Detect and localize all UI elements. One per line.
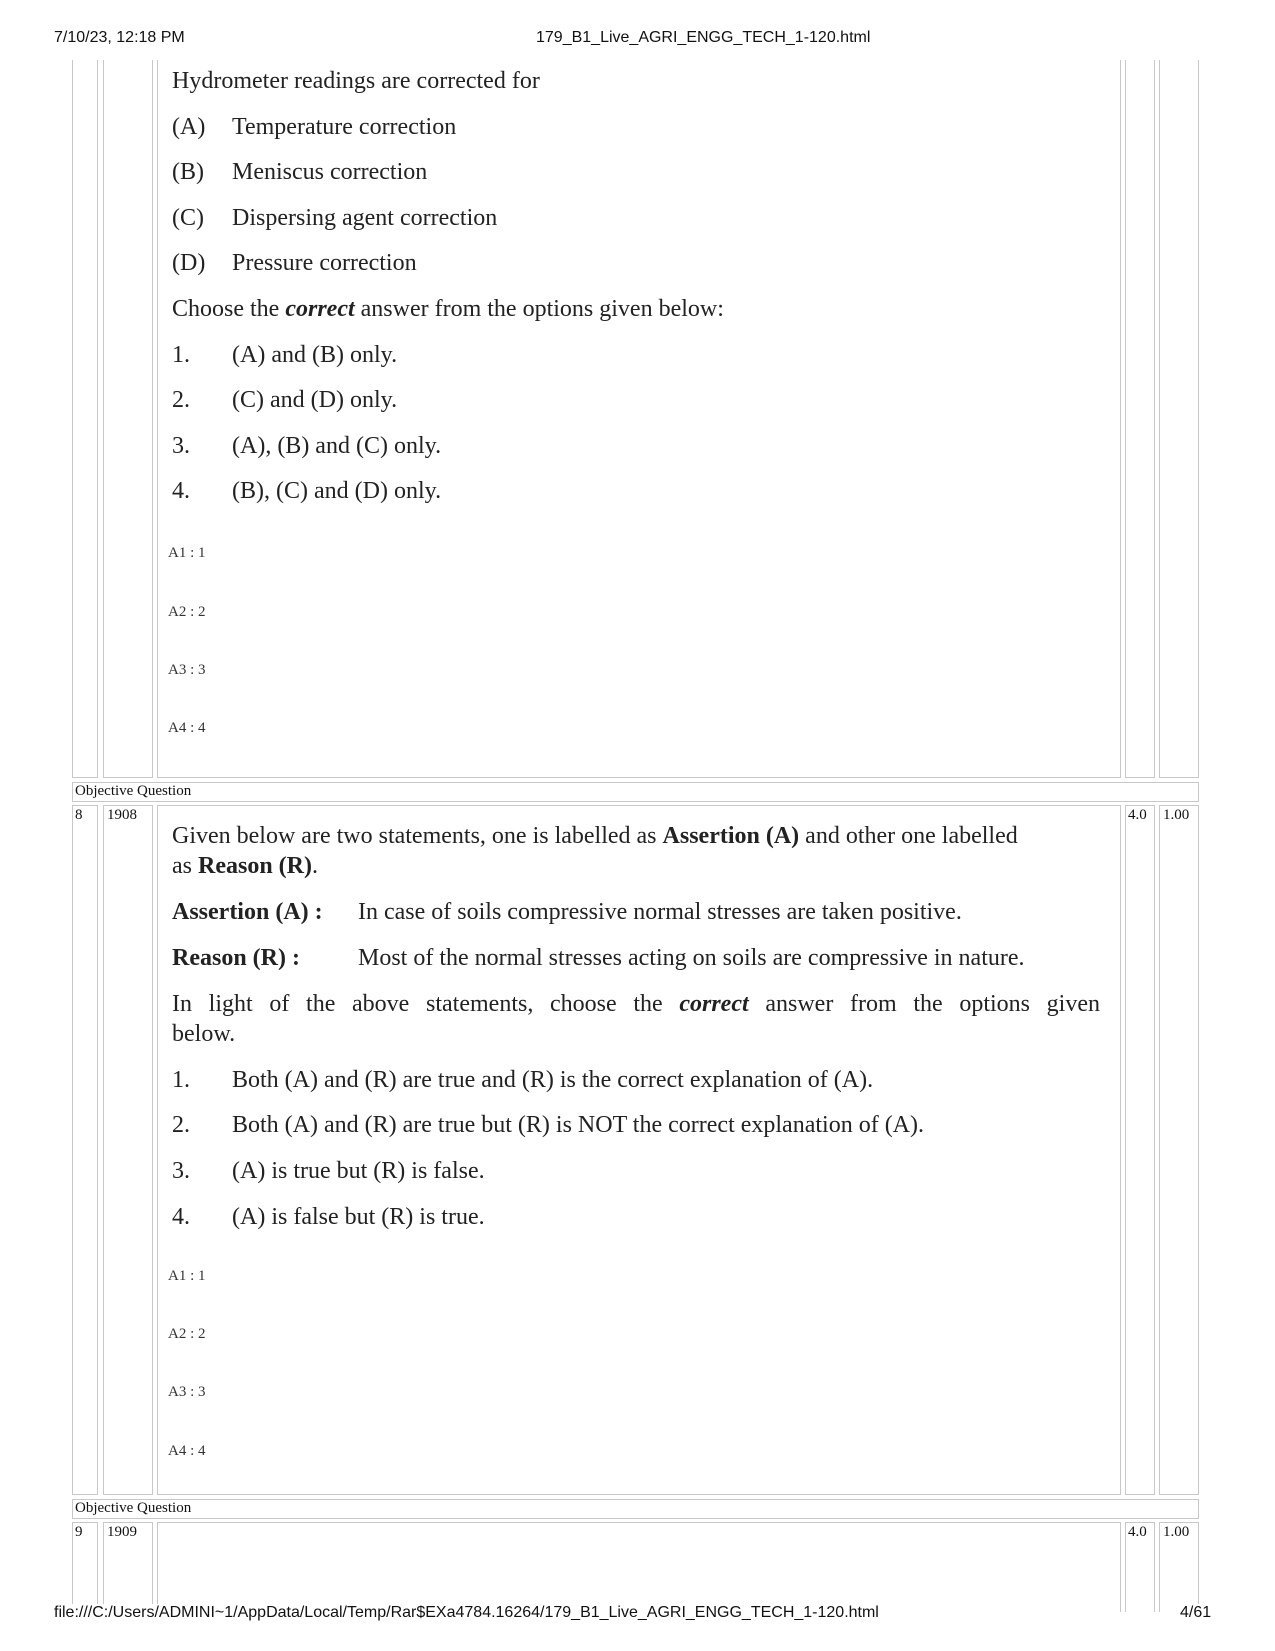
item-text: Pressure correction [232,250,417,276]
negative-marks: 1.00 [1163,807,1190,823]
option-text: Both (A) and (R) are true and (R) is the correct explanation of (A). [232,1067,874,1093]
print-filename: 179_B1_Live_AGRI_ENGG_TECH_1-120.html [536,29,871,46]
q8-instruction-line-2: below. [172,1021,236,1047]
item-label: (A) [172,114,206,140]
q7-answer-3: A3 : 3 [168,662,206,678]
option-label: 2. [172,387,190,413]
reason-label: Reason (R) : [172,945,300,971]
option-label: 3. [172,433,190,459]
q9-sno-cell [72,1522,98,1612]
option-label: 1. [172,1067,190,1093]
page-number: 4/61 [1180,1604,1212,1621]
q7-stem: Hydrometer readings are corrected for [172,68,540,94]
q8-answer-3: A3 : 3 [168,1384,206,1400]
q8-answer-4: A4 : 4 [168,1443,206,1459]
item-label: (D) [172,250,206,276]
option-text: (A) is false but (R) is true. [232,1204,485,1230]
q9-qid-cell [103,1522,153,1612]
option-text: (B), (C) and (D) only. [232,478,442,504]
option-text: (A) is true but (R) is false. [232,1158,485,1184]
q8-reason [172,945,1025,972]
q8-answer-2: A2 : 2 [168,1326,206,1342]
item-text: Temperature correction [232,114,457,140]
reason-text: Most of the normal stresses acting on soils are compressive in nature. [358,945,1025,971]
q8-instruction-line-1: In light of the above statements, choose the correct answer from the options given [172,991,1101,1017]
item-label: (C) [172,205,204,231]
q8-intro-line-1: Given below are two statements, one is labelled as Assertion (A) and other one labelled [172,823,1018,849]
question-marks: 4.0 [1128,807,1147,823]
question-marks: 4.0 [1128,1524,1147,1540]
option-label: 4. [172,478,190,504]
q7-choose-instruction: Choose the correct answer from the options given below: [172,296,724,322]
q9-marks-cell [1125,1522,1155,1612]
option-label: 3. [172,1158,190,1184]
print-datetime: 7/10/23, 12:18 PM [54,29,185,46]
assertion-label: Assertion (A) : [172,899,323,925]
q7-sno-cell [72,60,98,778]
q8-marks-cell [1125,805,1155,1495]
question-id: 1909 [107,1524,137,1540]
q8-answer-1: A1 : 1 [168,1268,206,1284]
q7-answer-1: A1 : 1 [168,545,206,561]
assertion-text: In case of soils compressive normal stresses are taken positive. [358,899,962,925]
option-label: 1. [172,342,190,368]
negative-marks: 1.00 [1163,1524,1190,1540]
q9-content-cell [157,1522,1121,1612]
section-label-objective-question: Objective Question [72,782,1199,802]
question-serial-number: 9 [75,1524,83,1540]
q8-neg-cell [1159,805,1199,1495]
q9-neg-cell [1159,1522,1199,1612]
option-label: 4. [172,1204,190,1230]
option-text: Both (A) and (R) are true but (R) is NOT the correct explanation of (A). [232,1112,925,1138]
print-file-path: file:///C:/Users/ADMINI~1/AppData/Local/Temp/Rar$EXa4784.16264/179_B1_Live_AGRI_ENGG_TECH_1-120.html [54,1604,879,1621]
q7-answer-4: A4 : 4 [168,720,206,736]
q7-marks-cell [1125,60,1155,778]
item-label: (B) [172,159,204,185]
question-serial-number: 8 [75,807,83,823]
q7-neg-cell [1159,60,1199,778]
q8-sno-cell [72,805,98,1495]
section-label-objective-question-2: Objective Question [72,1499,1199,1519]
q7-qid-cell [103,60,153,778]
item-text: Meniscus correction [232,159,428,185]
q8-qid-cell [103,805,153,1495]
q7-answer-2: A2 : 2 [168,604,206,620]
question-id: 1908 [107,807,137,823]
item-text: Dispersing agent correction [232,205,498,231]
option-text: (C) and (D) only. [232,387,398,413]
option-label: 2. [172,1112,190,1138]
q8-assertion [172,899,962,926]
option-text: (A) and (B) only. [232,342,398,368]
q8-intro-line-2: as Reason (R). [172,853,318,879]
option-text: (A), (B) and (C) only. [232,433,442,459]
